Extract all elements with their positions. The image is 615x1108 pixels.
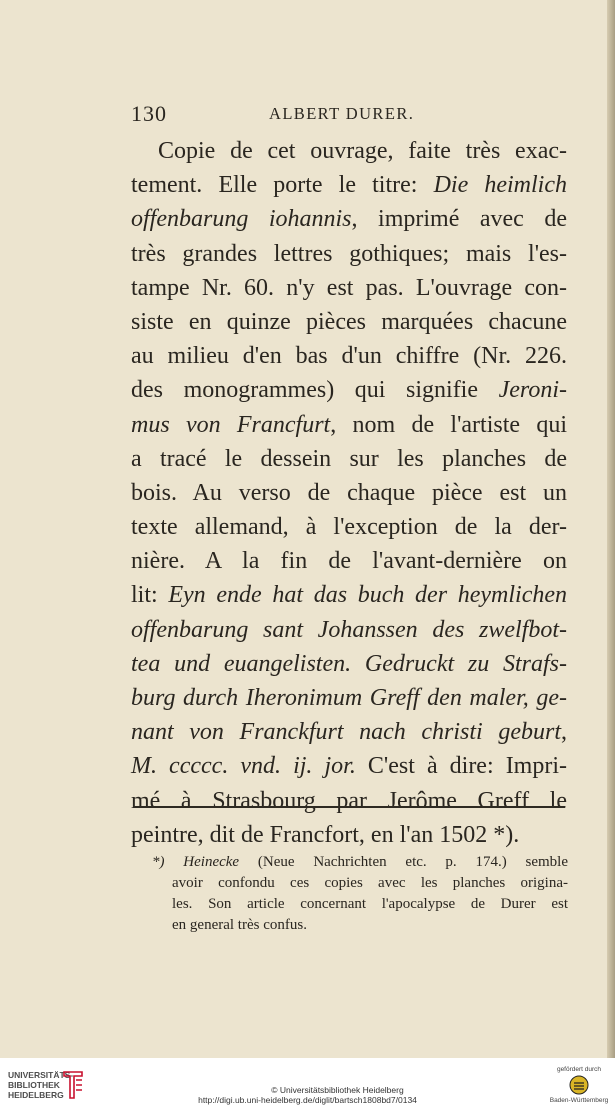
- text-run: lit:: [131, 582, 169, 609]
- italic-text-run: mus von Francfurt: [131, 411, 331, 438]
- library-name-line-1: UNIVERSITÄTS-: [8, 1070, 74, 1080]
- page-edge-shadow: [607, 0, 615, 1058]
- funder-block: [549, 1066, 609, 1104]
- body-paragraph: [131, 134, 567, 852]
- italic-text-run: offenbarung iohannis: [131, 206, 352, 233]
- text-run: C'est à dire: Impri-: [355, 753, 567, 780]
- text-line: [131, 544, 567, 578]
- text-line: [131, 749, 567, 783]
- copyright-notice: [0, 1085, 615, 1105]
- text-line: [131, 715, 567, 749]
- footnote-line: [152, 894, 568, 915]
- text-run: mé à Strasbourg par Jerôme Greff le: [131, 787, 567, 814]
- text-line: [131, 510, 567, 544]
- text-run: (Neue Nachrichten etc. p. 174.) semble: [239, 854, 569, 870]
- footnote-line: [152, 873, 568, 894]
- text-run: siste en quinze pièces marquées chacune: [131, 308, 567, 335]
- footnote: [152, 852, 568, 936]
- text-line: [131, 237, 567, 271]
- italic-text-run: Heinecke: [183, 854, 240, 870]
- text-run: tampe Nr. 60. n'y est pas. L'ouvrage con-: [131, 274, 567, 301]
- text-line: [131, 476, 567, 510]
- copyright-text: © Universitätsbibliothek Heidelberg: [271, 1085, 404, 1095]
- running-header: [131, 101, 571, 127]
- text-line: [131, 408, 567, 442]
- footnote-line: [152, 915, 568, 936]
- library-name-line-3: HEIDELBERG: [8, 1090, 64, 1100]
- text-line: [131, 578, 567, 612]
- text-run: nière. A la fin de l'avant-dernière on: [131, 548, 567, 575]
- italic-text-run: Jeroni-: [498, 377, 567, 404]
- text-line: [131, 613, 567, 647]
- funded-by-label: gefördert durch: [556, 1066, 602, 1073]
- italic-text-run: Die heimlich: [433, 172, 568, 199]
- text-run: texte allemand, à l'exception de la der-: [131, 514, 567, 541]
- text-run: des monogrammes) qui signifie: [131, 377, 499, 404]
- text-run: les. Son article concernant l'apocalypse de Durer est: [172, 896, 568, 912]
- text-line: [131, 134, 567, 168]
- italic-text-run: nant von Franckfurt nach christi geburt: [131, 719, 561, 746]
- text-run: en general très confus.: [172, 917, 307, 933]
- text-run: , imprimé avec de: [351, 206, 567, 233]
- text-line: [131, 784, 567, 818]
- text-line: [131, 818, 567, 852]
- text-line: [131, 339, 567, 373]
- italic-text-run: Eyn ende hat das buch der heymlichen: [168, 582, 568, 609]
- italic-text-run: burg durch Iheronimum Greff den maler, ge-: [131, 685, 567, 711]
- text-run: , nom de l'artiste qui: [330, 411, 568, 438]
- text-run: au milieu d'en bas d'un chiffre (Nr. 226.: [131, 343, 567, 370]
- footnote-separator-rule: [133, 806, 565, 808]
- text-line: [131, 271, 567, 305]
- library-name-line-2: BIBLIOTHEK: [8, 1080, 60, 1090]
- state-emblem-icon: [569, 1075, 589, 1095]
- text-run: Copie de cet ouvrage, faite très exac-: [158, 138, 567, 164]
- text-line: [131, 681, 567, 715]
- text-line: [131, 305, 567, 339]
- text-run: ,: [561, 719, 567, 746]
- text-run: tement. Elle porte le titre:: [131, 172, 434, 199]
- text-line: [131, 442, 567, 476]
- footnote-marker: *): [152, 854, 184, 870]
- funder-name: Baden-Württemberg: [549, 1097, 609, 1104]
- running-title: ALBERT DURER.: [269, 104, 415, 123]
- italic-text-run: tea und euangelisten. Gedruckt zu Strafs-: [131, 650, 567, 677]
- digitization-footer: [0, 1058, 615, 1108]
- text-run: très grandes lettres gothiques; mais l'es-: [131, 240, 567, 267]
- text-line: [131, 373, 567, 407]
- italic-text-run: M. ccccc. vnd. ij. jor.: [131, 753, 356, 780]
- italic-text-run: offenbarung sant Johanssen des zwelfbot-: [131, 616, 567, 643]
- text-run: a tracé le dessein sur les planches de: [131, 445, 567, 472]
- text-line: [131, 647, 567, 681]
- text-run: avoir confondu ces copies avec les planches origina-: [172, 875, 568, 891]
- text-line: [131, 168, 567, 202]
- page-number: 130: [131, 101, 167, 126]
- footnote-line: [152, 852, 568, 873]
- text-run: bois. Au verso de chaque pièce est un: [131, 479, 567, 506]
- text-line: [131, 202, 567, 236]
- text-run: peintre, dit de Francfort, en l'an 1502 *).: [131, 821, 520, 848]
- permalink-url[interactable]: http://digi.ub.uni-heidelberg.de/diglit/bartsch1808bd7/0134: [198, 1095, 417, 1105]
